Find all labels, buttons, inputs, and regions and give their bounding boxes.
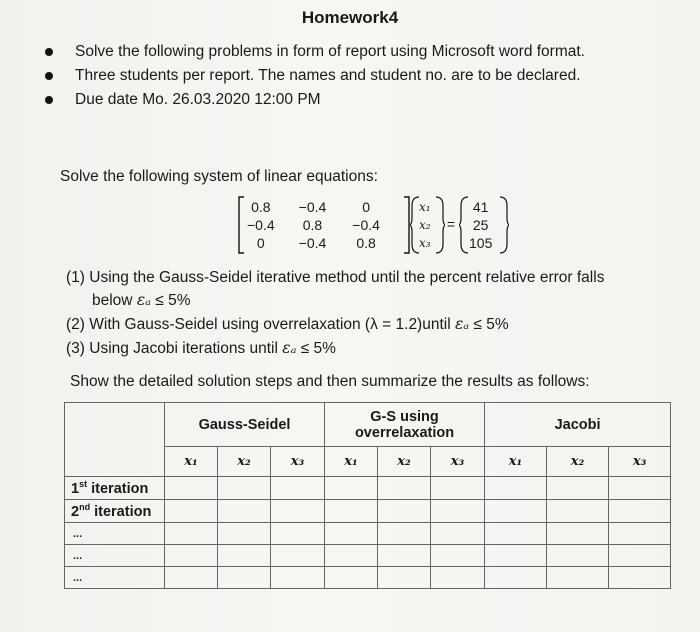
column-header: x₂: [378, 447, 431, 477]
matrix-cell: 0.8: [356, 235, 376, 251]
rhs-cell: 41: [472, 199, 489, 215]
epsilon-symbol: εₐ: [136, 291, 151, 309]
matrix-cell: −0.4: [247, 217, 275, 233]
question-2: (2) With Gauss-Seidel using overrelaxation (λ = 1.2)until εₐ ≤ 5%: [66, 315, 509, 333]
instruction-item: Solve the following problems in form of report using Microsoft word format.: [30, 40, 585, 64]
column-header: x₃: [431, 447, 485, 477]
matrix-cell: 0: [362, 199, 370, 215]
unknown-cell: x₁: [419, 200, 431, 214]
header-gauss-seidel: Gauss-Seidel: [165, 403, 325, 447]
row-label: ...: [65, 567, 165, 589]
rhs-cell: 25: [472, 217, 489, 233]
table-row: [65, 545, 671, 567]
coefficient-matrix: [241, 198, 386, 252]
row-label: 2nd iteration: [65, 500, 165, 523]
summary-instruction: Show the detailed solution steps and then summarize the results as follows:: [70, 373, 590, 390]
equals-sign: =: [447, 216, 456, 232]
instructions-list: [30, 40, 585, 112]
epsilon-symbol: εₐ: [454, 315, 470, 333]
page-title: Homework4: [301, 8, 399, 27]
column-header: x₃: [609, 447, 671, 477]
row-label: ...: [65, 545, 165, 567]
rhs-cell: 105: [469, 235, 493, 251]
matrix-cell: 0.8: [251, 199, 271, 215]
column-header: x₂: [218, 447, 271, 477]
question-1: (1) Using the Gauss-Seidel iterative method until the percent relative error falls: [66, 269, 605, 286]
question-1-condition: below εₐ ≤ 5%: [92, 291, 191, 309]
matrix-cell: 0: [256, 235, 265, 251]
header-jacobi: Jacobi: [485, 403, 671, 447]
unknowns-vector: [417, 198, 433, 252]
rhs-right-brace: [499, 196, 509, 254]
column-header: x₃: [271, 447, 325, 477]
results-table: [64, 402, 671, 589]
table-row: [65, 477, 671, 500]
table-row: [65, 500, 671, 523]
unknown-cell: x₃: [419, 236, 431, 250]
matrix-cell: −0.4: [298, 199, 327, 215]
row-label: ...: [65, 523, 165, 545]
corner-cell: [65, 403, 165, 477]
question-3: (3) Using Jacobi iterations until εₐ ≤ 5%: [66, 339, 336, 357]
matrix-cell: −0.4: [298, 235, 327, 251]
column-header: x₁: [485, 447, 547, 477]
matrix-cell: 0.8: [302, 217, 323, 233]
vector-right-brace: [435, 196, 445, 254]
row-label: 1st iteration: [65, 477, 165, 500]
column-header: x₁: [165, 447, 218, 477]
instruction-item: Due date Mo. 26.03.2020 12:00 PM: [30, 88, 585, 112]
table-row: [65, 567, 671, 589]
column-header: x₁: [325, 447, 378, 477]
epsilon-symbol: εₐ: [282, 339, 297, 357]
instruction-item: Three students per report. The names and student no. are to be declared.: [30, 64, 585, 88]
rhs-vector: [467, 198, 494, 252]
matrix-cell: −0.4: [352, 217, 380, 233]
unknown-cell: x₂: [419, 218, 431, 232]
table-row: [65, 523, 671, 545]
column-header: x₂: [547, 447, 609, 477]
task-statement: Solve the following system of linear equations:: [60, 168, 378, 185]
header-gs-overrelaxation: G-S using overrelaxation: [325, 403, 485, 447]
